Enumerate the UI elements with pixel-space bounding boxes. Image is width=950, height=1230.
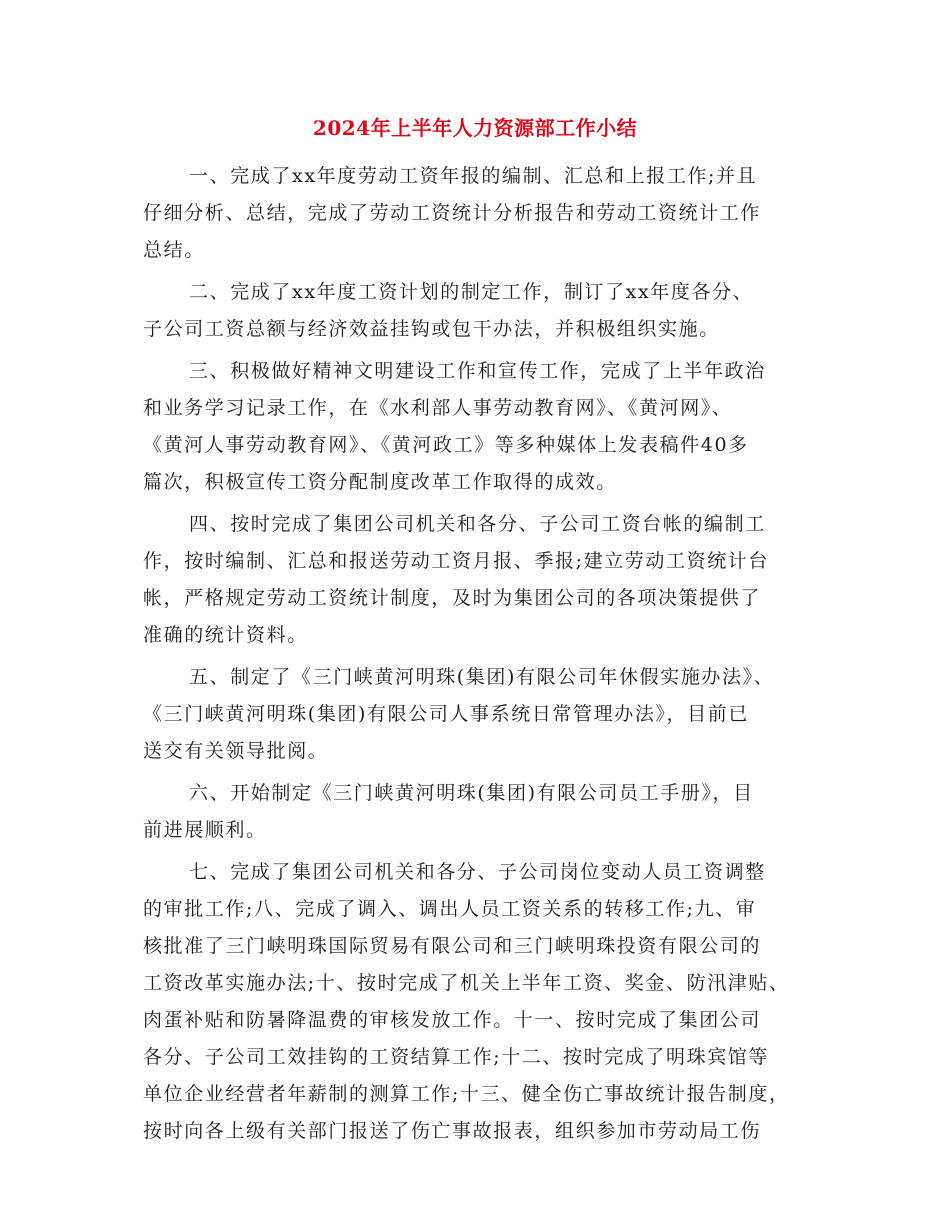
paragraph-line: 和业务学习记录工作，在《水利部人事劳动教育网》、《黄河网》、 [143,397,733,419]
paragraph-line: 送交有关领导批阅。 [143,740,329,762]
document-body [143,158,823,1155]
paragraph-line: 七、完成了集团公司机关和各分、子公司岗位变动人员工资调整 [189,861,766,883]
document-title: 2024年上半年人力资源部工作小结 [312,116,638,140]
paragraph-line: 总结。 [143,239,205,261]
paragraph-5 [143,659,823,770]
paragraph-line: 单位企业经营者年薪制的测算工作;十三、健全伤亡事故统计报告制度， [143,1083,790,1105]
paragraph-line: 帐，严格规定劳动工资统计制度，及时为集团公司的各项决策提供了 [143,587,762,609]
paragraph-line: 前进展顺利。 [143,819,267,841]
paragraph-4 [143,506,823,654]
paragraph-line: 仔细分析、总结，完成了劳动工资统计分析报告和劳动工资统计工作 [143,202,762,224]
paragraph-line: 四、按时完成了集团公司机关和各分、子公司工资台帐的编制工 [189,513,766,535]
paragraph-2 [143,274,823,348]
paragraph-line: 肉蛋补贴和防暑降温费的审核发放工作。十一、按时完成了集团公司 [143,1009,762,1031]
paragraph-1 [143,158,823,269]
paragraph-line: 一、完成了xx年度劳动工资年报的编制、汇总和上报工作;并且 [189,165,758,187]
paragraph-3 [143,353,823,501]
paragraph-7 [143,854,823,1150]
paragraph-line: 的审批工作;八、完成了调入、调出人员工资关系的转移工作;九、审 [143,898,757,920]
paragraph-line: 五、制定了《三门峡黄河明珠(集团)有限公司年休假实施办法》、 [189,666,775,688]
paragraph-line: 各分、子公司工效挂钩的工资结算工作;十二、按时完成了明珠宾馆等 [143,1046,770,1068]
paragraph-line: 《三门峡黄河明珠(集团)有限公司人事系统日常管理办法》，目前已 [143,703,749,725]
paragraph-line: 作，按时编制、汇总和报送劳动工资月报、季报;建立劳动工资统计台 [143,550,770,572]
paragraph-line: 准确的统计资料。 [143,624,308,646]
paragraph-line: 篇次，积极宣传工资分配制度改革工作取得的成效。 [143,471,617,493]
paragraph-line: 二、完成了xx年度工资计划的制定工作，制订了xx年度各分、 [189,281,754,303]
paragraph-line: 工资改革实施办法;十、按时完成了机关上半年工资、奖金、防汛津贴、 [143,972,790,994]
paragraph-line: 六、开始制定《三门峡黄河明珠(集团)有限公司员工手册》，目 [189,782,754,804]
paragraph-6 [143,775,823,849]
paragraph-line: 子公司工资总额与经济效益挂钩或包干办法，并积极组织实施。 [143,318,720,340]
paragraph-line: 按时向各上级有关部门报送了伤亡事故报表，组织参加市劳动局工伤 [143,1120,762,1142]
paragraph-line: 核批准了三门峡明珠国际贸易有限公司和三门峡明珠投资有限公司的 [143,935,762,957]
paragraph-line: 三、积极做好精神文明建设工作和宣传工作，完成了上半年政治 [189,360,766,382]
paragraph-line: 《黄河人事劳动教育网》、《黄河政工》等多种媒体上发表稿件40多 [143,434,749,456]
